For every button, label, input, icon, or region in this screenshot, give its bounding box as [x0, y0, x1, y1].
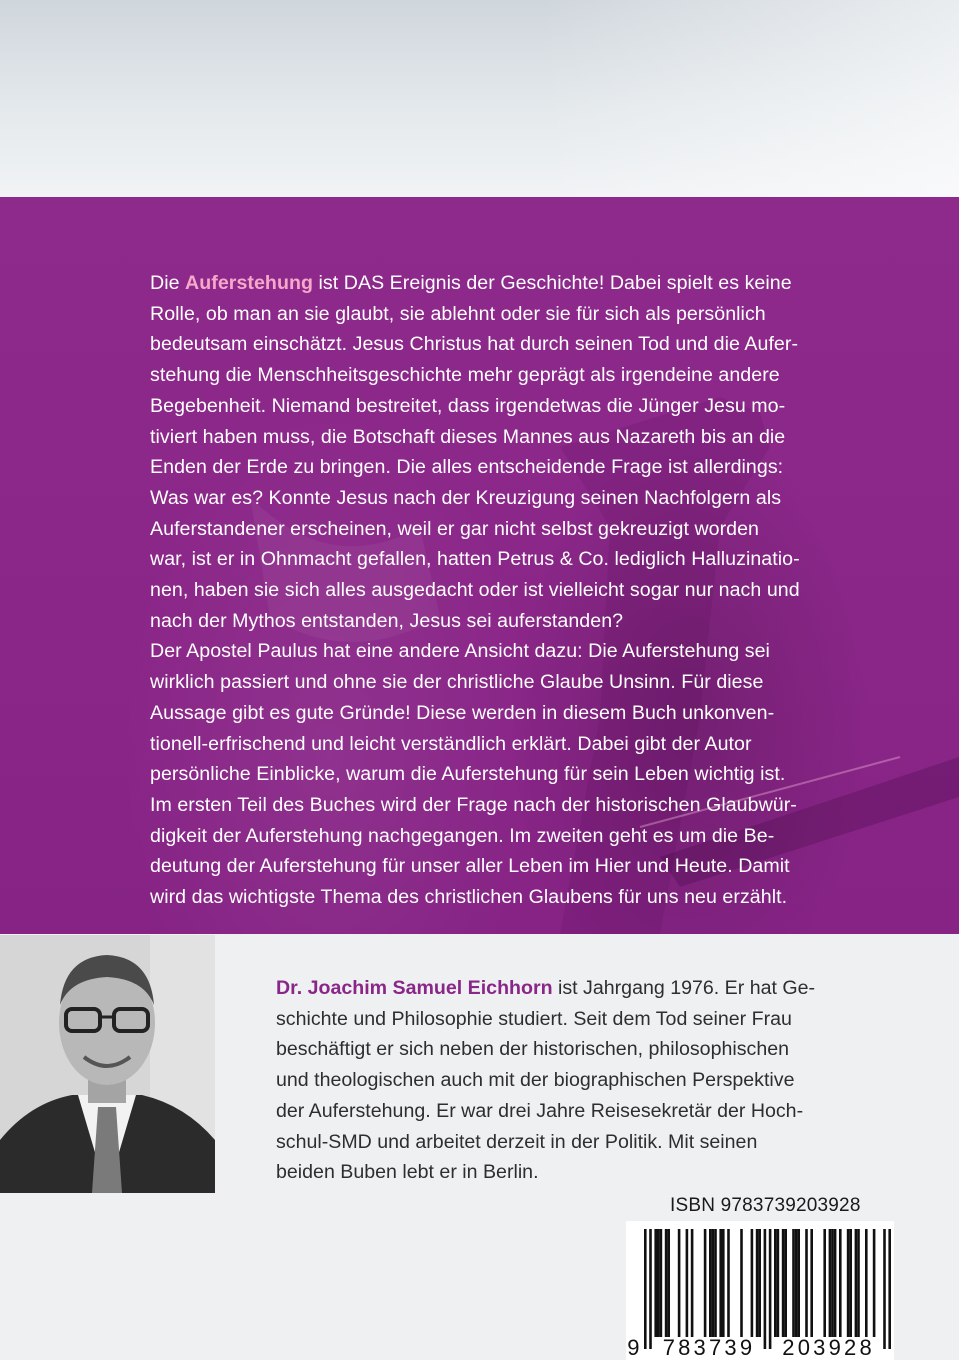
barcode-bar [654, 1229, 657, 1337]
barcode-bar [756, 1229, 759, 1337]
blurb-line [150, 606, 830, 637]
blurb-text: Was war es? Konnte Jesus nach der Kreuzigung seinen Nachfolgern als [150, 486, 782, 509]
author-bio-text: ist Jahrgang 1976. Er hat Ge- [552, 977, 816, 999]
blurb-line [150, 821, 830, 852]
barcode-bar [797, 1229, 800, 1337]
blurb-text: digkeit der Auferstehung nachgegangen. Im zweiten geht es um die Be- [150, 824, 775, 847]
barcode [626, 1221, 894, 1360]
barcode-bar [829, 1229, 832, 1337]
barcode-bar [667, 1229, 670, 1337]
blurb-line [150, 452, 830, 483]
barcode-bar [782, 1229, 785, 1337]
barcode-bar [649, 1229, 652, 1349]
barcode-digits: 9 [627, 1335, 643, 1360]
blurb-line [150, 759, 830, 790]
blurb-line [150, 667, 830, 698]
highlight-word: Auferstehung [185, 272, 314, 294]
barcode-bar [888, 1229, 891, 1349]
barcode-digits: 783739 [662, 1335, 756, 1360]
blurb-text: Die [150, 272, 186, 294]
author-bio-line: und theologischen auch mit der biographischen Perspektive [276, 1069, 795, 1092]
blurb-text: Begebenheit. Niemand bestreitet, dass irgendetwas die Jünger Jesu mo- [150, 394, 786, 417]
barcode-bar [719, 1229, 722, 1337]
barcode-digits: 203928 [782, 1335, 875, 1360]
barcode-bar [823, 1229, 826, 1337]
blurb-text: nen, haben sie sich alles ausgedacht oder ist vielleicht sogar nur nach und [150, 579, 800, 602]
barcode-bar [740, 1229, 743, 1337]
author-name: Dr. Joachim Samuel Eichhorn [276, 977, 553, 999]
blurb-line [150, 329, 830, 360]
blurb-text: wirklich passiert und ohne sie der christliche Glaube Unsinn. Für diese [150, 671, 764, 694]
blurb-text: nach der Mythos entstanden, Jesus sei auferstanden? [150, 609, 624, 632]
barcode-bar [883, 1229, 886, 1349]
barcode-bar [660, 1229, 663, 1337]
barcode-bar [709, 1229, 712, 1337]
barcode-bar [855, 1229, 858, 1337]
barcode-bar [839, 1229, 842, 1337]
blurb-line [150, 851, 830, 882]
barcode-bar [704, 1229, 707, 1337]
blurb-line [150, 575, 830, 606]
barcode-bar [758, 1229, 761, 1337]
barcode-bar [644, 1229, 647, 1349]
blurb-text: ist DAS Ereignis der Geschichte! Dabei spielt es keine [313, 272, 792, 294]
blurb-text: Im ersten Teil des Buches wird der Frage nach der historischen Glaubwür- [150, 793, 797, 816]
blurb-line [150, 882, 830, 913]
author-bio-line: schul-SMD und arbeitet derzeit in der Politik. Mit seinen [276, 1130, 758, 1153]
blurb-line [150, 483, 830, 514]
barcode-bar [727, 1229, 730, 1337]
blurb-text: Enden der Erde zu bringen. Die alles entscheidende Frage ist allerdings: [150, 456, 784, 479]
author-bio-line: beiden Buben lebt er in Berlin. [276, 1161, 539, 1184]
blurb-line [150, 636, 830, 667]
barcode-bar [834, 1229, 837, 1337]
blurb-text: persönliche Einblicke, warum die Auferstehung für sein Leben wichtig ist. [150, 763, 786, 786]
barcode-bar [873, 1229, 876, 1337]
blurb-line [150, 299, 830, 330]
blurb-text: Auferstandener erscheinen, weil er gar nicht selbst gekreuzigt worden [150, 517, 760, 540]
blurb-text [150, 268, 830, 913]
barcode-bar [831, 1229, 834, 1337]
barcode-bar [712, 1229, 715, 1337]
blurb-text: deutung der Auferstehung für unser aller Leben im Hier und Heute. Damit [150, 855, 790, 878]
barcode-bar [849, 1229, 852, 1337]
barcode-bar [805, 1229, 808, 1337]
barcode-bar [691, 1229, 694, 1337]
barcode-bar [665, 1229, 668, 1337]
barcode-bar [769, 1229, 772, 1349]
blurb-line [150, 422, 830, 453]
barcode-bar [777, 1229, 780, 1337]
blurb-text: stehung die Menschheitsgeschichte mehr geprägt als irgendeine andere [150, 364, 780, 387]
barcode-bar [795, 1229, 798, 1337]
barcode-bar [686, 1229, 689, 1337]
blurb-text: tiviert haben muss, die Botschaft dieses Mannes aus Nazareth bis an die [150, 425, 786, 448]
blurb-text: tionell-erfrischend und leicht verständlich erklärt. Dabei gibt der Autor [150, 732, 752, 755]
blurb-text: bedeutsam einschätzt. Jesus Christus hat durch seinen Tod und die Aufer- [150, 333, 799, 356]
author-bio-line: beschäftigt er sich neben der historischen, philosophischen [276, 1038, 790, 1061]
isbn-label: ISBN 9783739203928 [670, 1195, 861, 1216]
blurb-line [150, 391, 830, 422]
blurb-line [150, 729, 830, 760]
blurb-text: war, ist er in Ohnmacht gefallen, hatten Petrus & Co. lediglich Halluzinatio- [150, 548, 800, 571]
blurb-text: Aussage gibt es gute Gründe! Diese werden in diesem Buch unkonven- [150, 701, 775, 724]
barcode-bar [810, 1229, 813, 1337]
barcode-graphic [626, 1221, 894, 1360]
blurb-line [150, 514, 830, 545]
barcode-bar [857, 1229, 860, 1337]
barcode-bar [774, 1229, 777, 1337]
blurb-line [150, 268, 830, 299]
author-bio-line: schichte und Philosophie studiert. Seit dem Tod seiner Frau [276, 1007, 792, 1030]
author-bio-line [276, 973, 876, 1004]
barcode-bar [678, 1229, 681, 1337]
blurb-text: wird das wichtigste Thema des christlichen Glaubens für uns neu erzählt. [150, 886, 788, 909]
blurb-line [150, 544, 830, 575]
barcode-bar [751, 1229, 754, 1337]
barcode-bar [847, 1229, 850, 1337]
blurb-line [150, 790, 830, 821]
author-bio [276, 973, 876, 1188]
barcode-bar [764, 1229, 767, 1349]
cover-top-background [0, 0, 959, 197]
barcode-bar [784, 1229, 787, 1337]
blurb-text: Der Apostel Paulus hat eine andere Ansicht dazu: Die Auferstehung sei [150, 640, 770, 663]
barcode-bar [722, 1229, 725, 1337]
barcode-bar [657, 1229, 660, 1337]
barcode-bar [865, 1229, 868, 1337]
barcode-bar [792, 1229, 795, 1337]
blurb-line [150, 698, 830, 729]
blurb-panel [0, 197, 959, 934]
barcode-bar [714, 1229, 717, 1337]
author-bio-line: der Auferstehung. Er war drei Jahre Reisesekretär der Hoch- [276, 1099, 804, 1122]
author-photo [0, 935, 215, 1193]
blurb-line [150, 360, 830, 391]
blurb-text: Rolle, ob man an sie glaubt, sie ablehnt oder sie für sich als persönlich [150, 302, 766, 325]
